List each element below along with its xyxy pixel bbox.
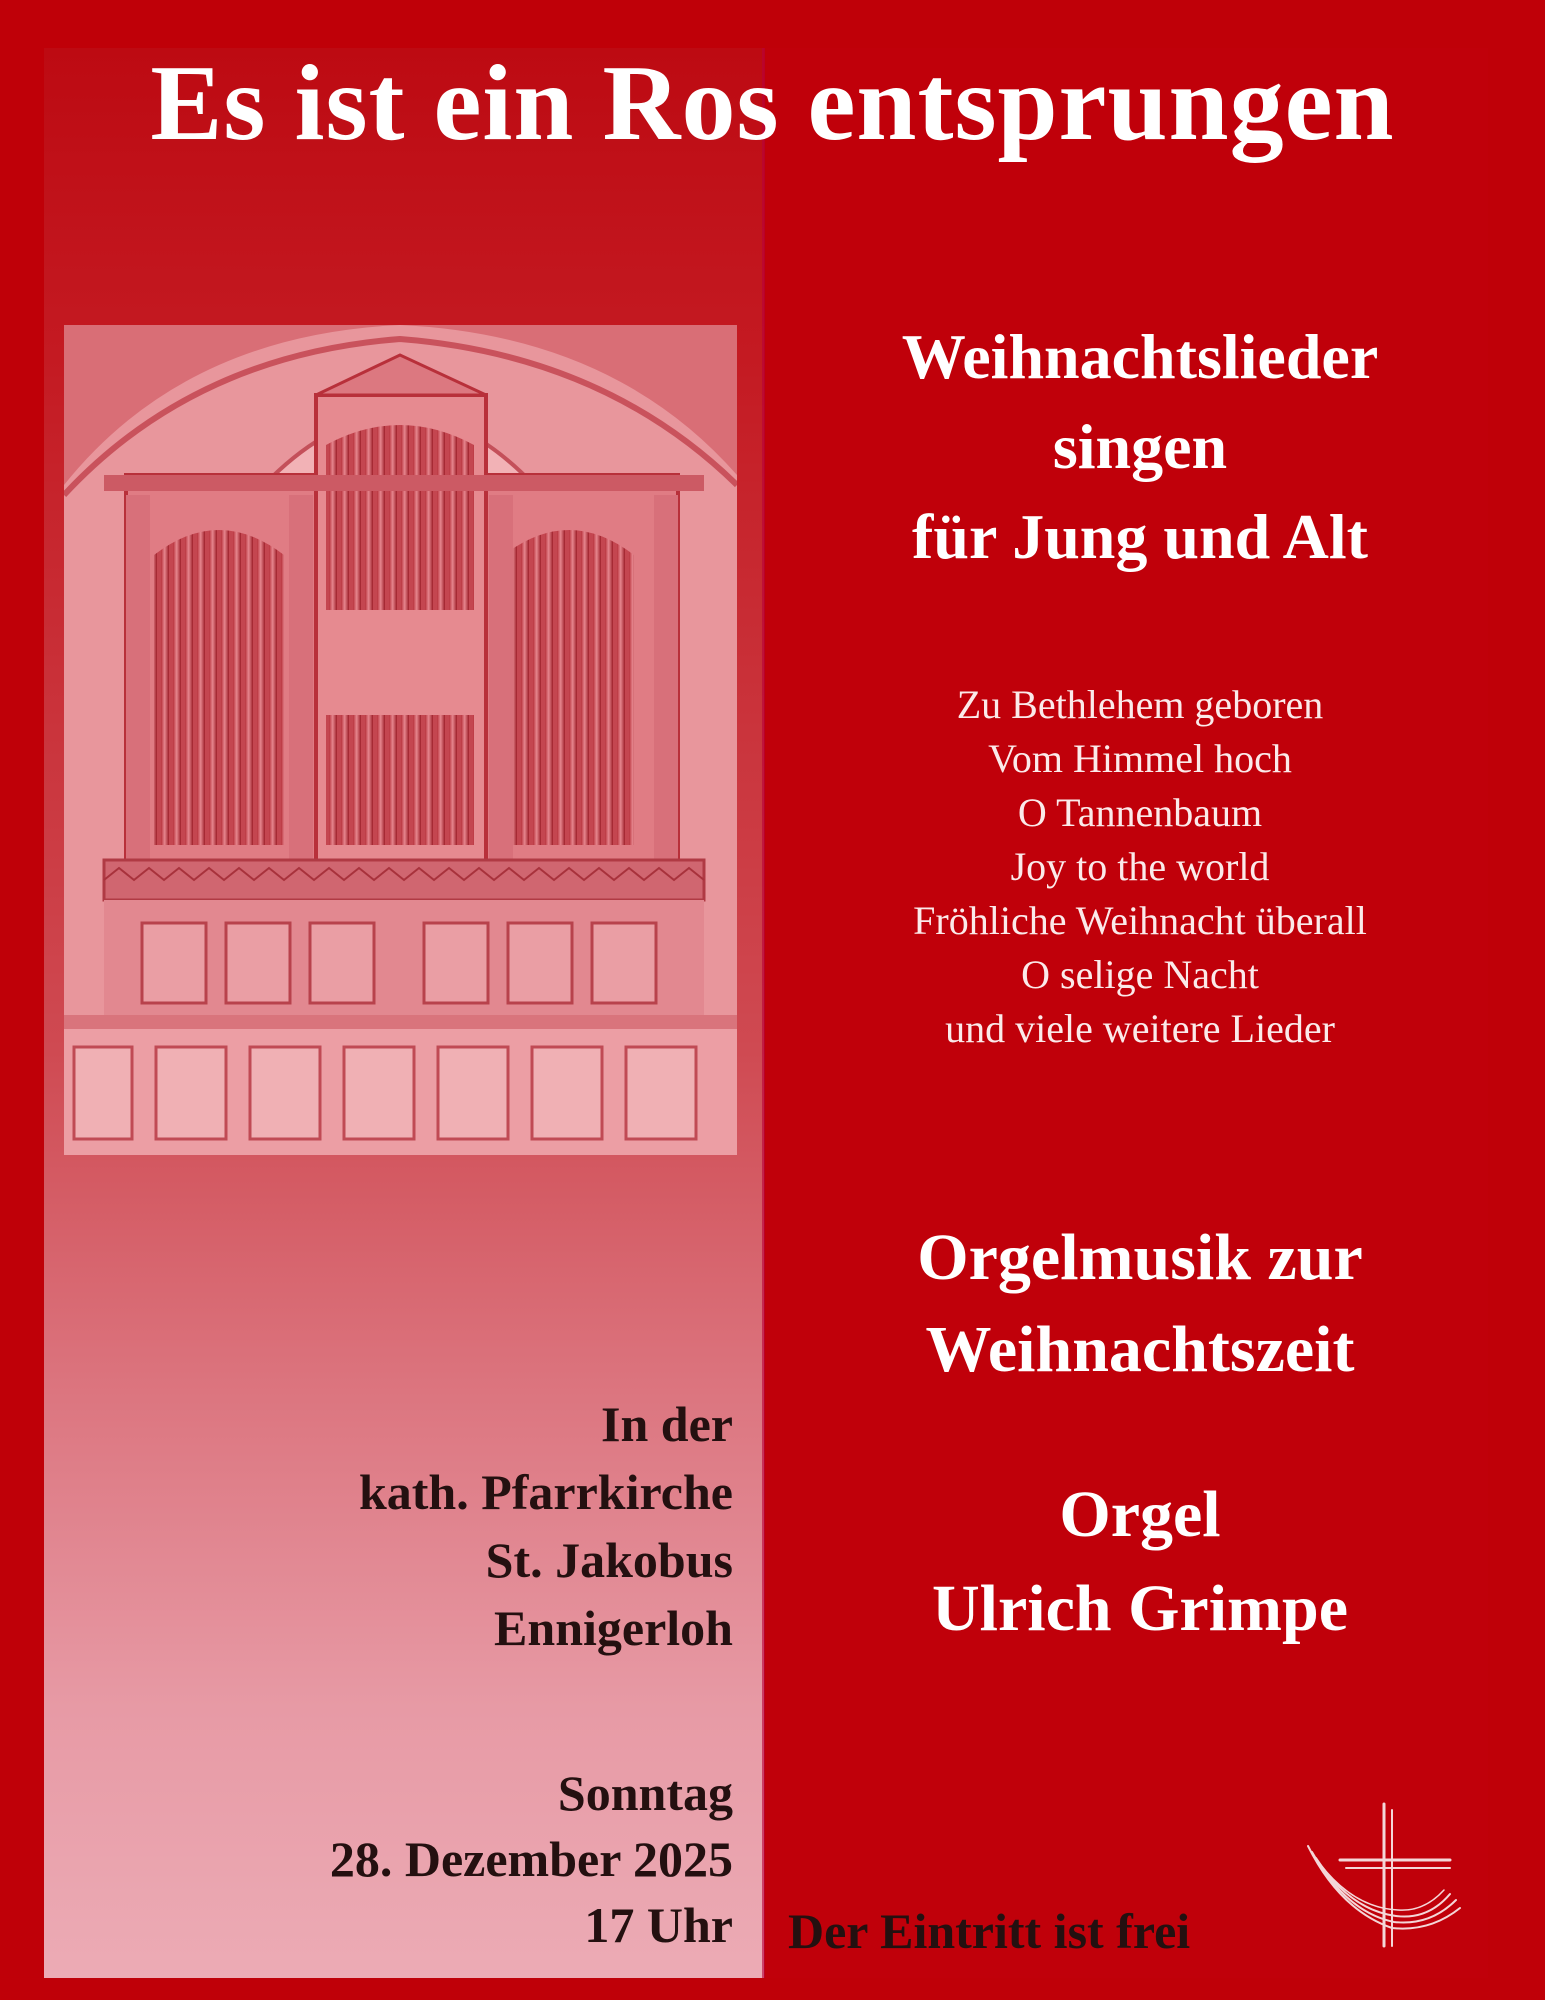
performer-block [790,1468,1490,1656]
song-item: Zu Bethlehem geboren [956,682,1324,727]
singing-line: Weihnachtslieder [901,321,1379,392]
event-time: 17 Uhr [584,1897,733,1953]
song-item: O Tannenbaum [1017,790,1263,835]
event-weekday: Sonntag [557,1765,733,1821]
location-line: Ennigerloh [494,1600,733,1656]
song-item: Joy to the world [1010,844,1270,889]
location-line: St. Jakobus [485,1532,733,1588]
song-item: und viele weitere Lieder [945,1006,1335,1051]
date-block [330,1760,733,1958]
organ-music-headline [790,1212,1490,1396]
performer-name: Ulrich Grimpe [931,1572,1349,1645]
singing-headline [790,312,1490,582]
event-date: 28. Dezember 2025 [329,1831,733,1887]
organ-music-line: Orgelmusik zur [917,1221,1363,1294]
song-item: Fröhliche Weihnacht überall [913,898,1367,943]
location-line: In der [601,1396,733,1452]
singing-line: für Jung und Alt [912,501,1368,572]
singing-line: singen [1052,411,1228,482]
church-organ-photo [64,325,737,1155]
panel-divider [762,48,765,1978]
song-item: Vom Himmel hoch [988,736,1292,781]
organ-music-line: Weihnachtszeit [925,1313,1355,1386]
location-block [359,1390,733,1662]
song-item: O selige Nacht [1021,952,1259,997]
song-list [790,678,1490,1056]
cross-ship-logo-icon [1300,1800,1470,1950]
poster-title: Es ist ein Ros entsprungen [150,44,1395,163]
location-line: kath. Pfarrkirche [358,1464,733,1520]
performer-role: Orgel [1059,1478,1221,1551]
admission-note: Der Eintritt ist frei [788,1903,1191,1959]
